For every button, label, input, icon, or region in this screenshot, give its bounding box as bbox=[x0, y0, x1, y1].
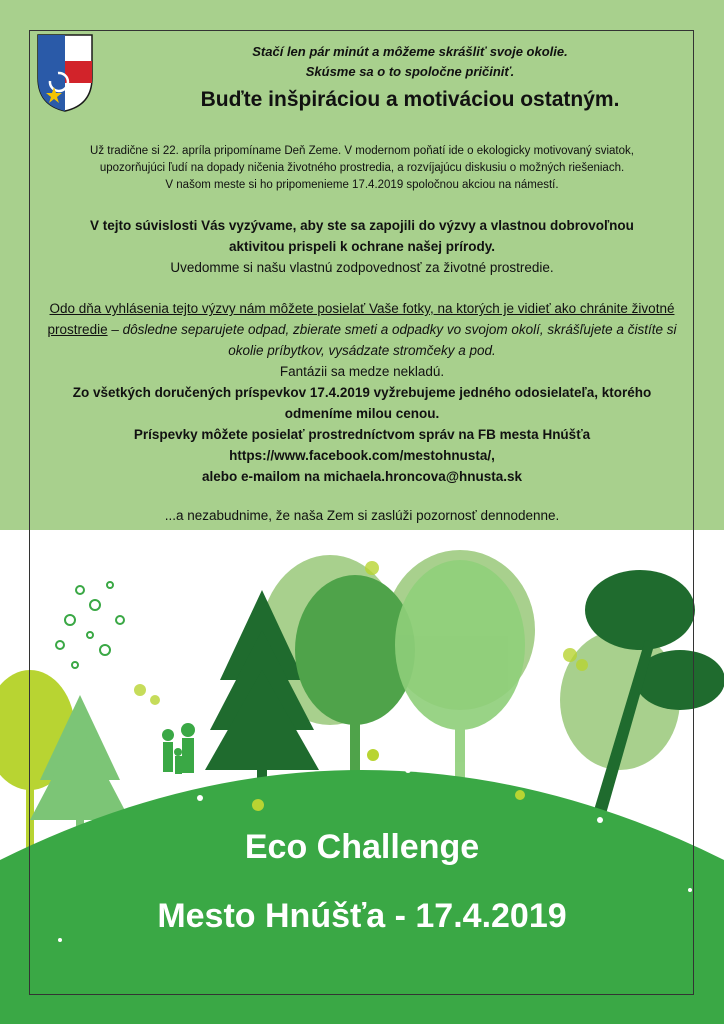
photo-instructions bbox=[40, 298, 684, 361]
page-headline: Buďte inšpiráciou a motiváciou ostatným. bbox=[200, 88, 620, 111]
call-line-2: aktivitou prispeli k ochrane našej prírody. bbox=[228, 239, 496, 254]
closing-line: ...a nezabudnime, že naša Zem si zaslúži pozornosť dennodenne. bbox=[164, 508, 560, 523]
email-line[interactable]: alebo e-mailom na michaela.hroncova@hnusta.sk bbox=[201, 469, 522, 484]
fantasy-line: Fantázii sa medze nekladú. bbox=[279, 364, 445, 379]
send-line: Príspevky môžete posielať prostredníctvom správ na FB mesta Hnúšťa bbox=[133, 427, 591, 442]
photo-instructions-underlined: Odo dňa vyhlásenia tejto výzvy nám môžete posielať Vaše fotky, na ktorých je vidieť ako chránite životné prostredie bbox=[47, 301, 675, 337]
intro-line-3: V našom meste si ho pripomenieme 17.4.2019 spoločnou akciou na námestí. bbox=[165, 179, 559, 191]
photo-instructions-italic: – dôsledne separujete odpad, zbierate smeti a odpadky vo svojom okolí, skrášľujete a čistíte si okolie príbytkov, vysádzate stromčeky a pod. bbox=[107, 322, 677, 358]
town-crest-logo bbox=[36, 33, 94, 113]
event-subtitle: Mesto Hnúšťa - 17.4.2019 bbox=[157, 897, 567, 935]
instructions-block bbox=[40, 298, 684, 487]
tagline-line-2: Skúsme sa o to spoločne pričiniť. bbox=[305, 64, 515, 79]
intro-paragraph bbox=[40, 143, 684, 194]
prize-line-2: odmeníme milou cenou. bbox=[284, 406, 440, 421]
event-title: Eco Challenge bbox=[244, 828, 480, 866]
tagline bbox=[110, 42, 710, 82]
intro-line-1: Už tradične si 22. apríla pripomíname Deň Zeme. V modernom poňatí ide o ekologicky motivovaný sviatok, bbox=[90, 145, 634, 157]
prize-line-1: Zo všetkých doručených príspevkov 17.4.2019 vyžrebujeme jedného odosielateľa, ktorého bbox=[72, 385, 652, 400]
tagline-line-1: Stačí len pár minút a môžeme skrášliť svoje okolie. bbox=[252, 44, 568, 59]
facebook-url[interactable]: https://www.facebook.com/mestohnusta/, bbox=[229, 448, 495, 463]
call-line-1: V tejto súvislosti Vás vyzývame, aby ste sa zapojili do výzvy a vlastnou dobrovoľnou bbox=[90, 218, 634, 233]
call-to-action bbox=[40, 215, 684, 278]
call-line-3: Uvedomme si našu vlastnú zodpovednosť za životné prostredie. bbox=[170, 260, 554, 275]
intro-line-2: upozorňujúci ľudí na dopady ničenia životného prostredia, a rozvíjajúcu diskusiu o možných riešeniach. bbox=[99, 162, 625, 174]
